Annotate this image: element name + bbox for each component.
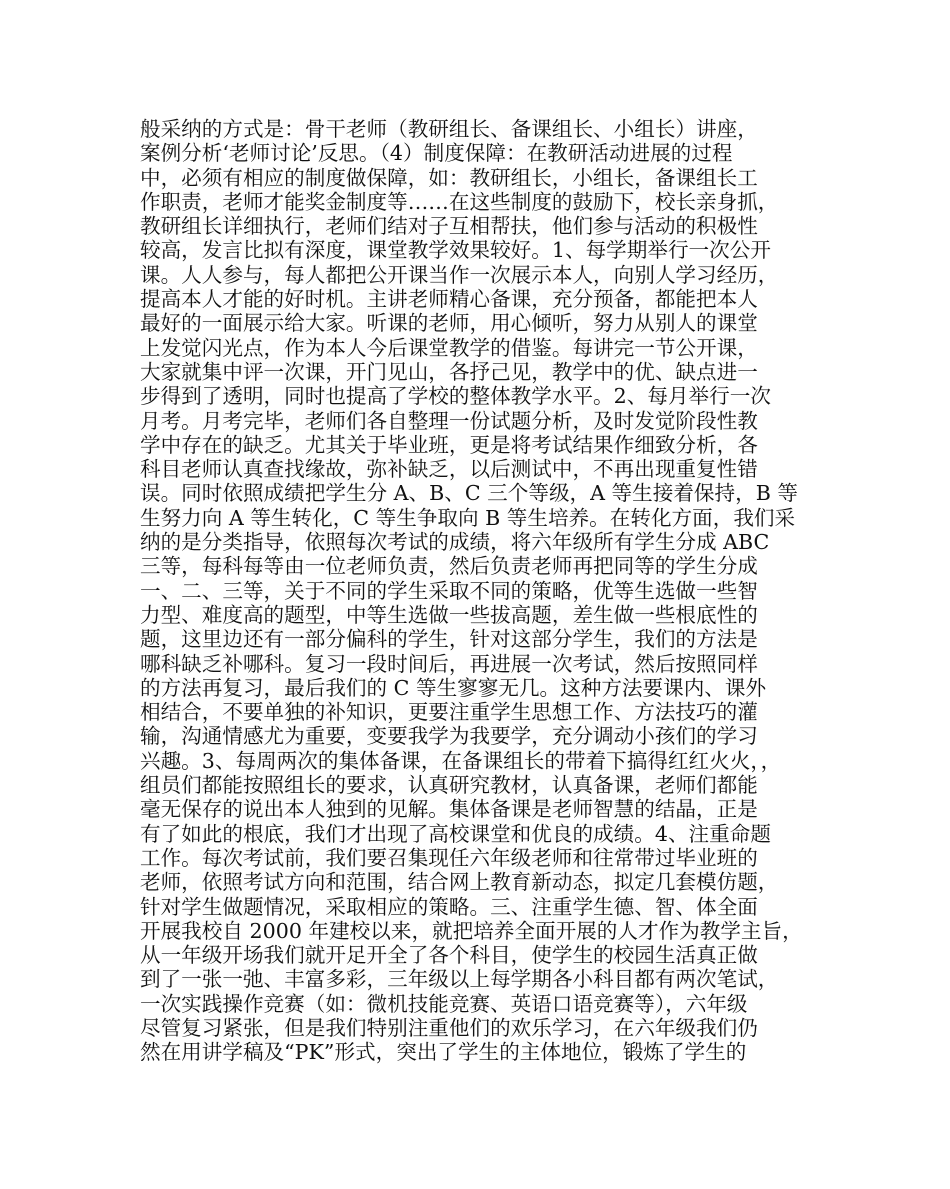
text-line: 学中存在的缺乏。尤其关于毕业班，更是将考试结果作细致分析，各	[140, 432, 758, 457]
text-line: 力型、难度高的题型，中等生选做一些拔高题，差生做一些根底性的	[140, 602, 758, 627]
text-line: 然在用讲学稿及“PK”形式，突出了学生的主体地位，锻炼了学生的	[140, 1040, 747, 1065]
text-line: 三等，每科每等由一位老师负责，然后负责老师再把同等的学生分成	[140, 554, 758, 579]
text-line: 科目老师认真查找缘故，弥补缺乏，以后测试中，不再出现重复性错	[140, 457, 758, 482]
text-line: 中，必须有相应的制度做保障，如：教研组长，小组长，备课组长工	[140, 165, 758, 190]
text-line: 课。人人参与，每人都把公开课当作一次展示本人，向别人学习经历，	[140, 262, 779, 287]
text-line: 从一年级开场我们就开足开全了各个科目，使学生的校园生活真正做	[140, 943, 758, 968]
text-line: 上发觉闪光点，作为本人今后课堂教学的借鉴。每讲完一节公开课，	[140, 335, 758, 360]
text-line: 步得到了透明，同时也提高了学校的整体教学水平。2、每月举行一次	[140, 384, 771, 409]
text-line: 纳的是分类指导，依照每次考试的成绩，将六年级所有学生分成 ABC	[140, 530, 770, 555]
text-line: 到了一张一弛、丰富多彩，三年级以上每学期各小科目都有两次笔试，	[140, 967, 779, 992]
text-line: 哪科缺乏补哪科。复习一段时间后，再进展一次考试，然后按照同样	[140, 651, 758, 676]
text-line: 有了如此的根底，我们才出现了高校课堂和优良的成绩。4、注重命题	[140, 821, 771, 846]
text-line: 案例分析‘老师讨论’反思。（4）制度保障：在教研活动进展的过程	[140, 141, 733, 166]
text-line: 一、二、三等，关于不同的学生采取不同的策略，优等生选做一些智	[140, 578, 758, 603]
text-line: 尽管复习紧张，但是我们特别注重他们的欢乐学习，在六年级我们仍	[140, 1015, 758, 1040]
text-line: 输，沟通情感尤为重要，变要我学为我要学，充分调动小孩们的学习	[140, 724, 758, 749]
text-line: 题，这里边还有一部分偏科的学生，针对这部分学生，我们的方法是	[140, 627, 758, 652]
text-line: 毫无保存的说出本人独到的见解。集体备课是老师智慧的结晶，正是	[140, 797, 758, 822]
text-line: 提高本人才能的好时机。主讲老师精心备课，充分预备，都能把本人	[140, 287, 758, 312]
text-line: 一次实践操作竞赛（如：微机技能竞赛、英语口语竞赛等），六年级	[140, 991, 748, 1016]
text-line: 针对学生做题情况，采取相应的策略。三、注重学生德、智、体全面	[140, 894, 758, 919]
text-line: 相结合，不要单独的补知识，更要注重学生思想工作、方法技巧的灌	[140, 700, 758, 725]
text-line: 教研组长详细执行，老师们结对子互相帮扶，他们参与活动的积极性	[140, 214, 758, 239]
text-line: 兴趣。3、每周两次的集体备课，在备课组长的带着下搞得红红火火，，	[140, 748, 782, 773]
text-line: 大家就集中评一次课，开门见山，各抒己见，教学中的优、缺点进一	[140, 359, 758, 384]
text-line: 较高，发言比拟有深度，课堂教学效果较好。1、每学期举行一次公开	[140, 238, 771, 263]
text-line: 老师，依照考试方向和范围，结合网上教育新动态，拟定几套模仿题，	[140, 870, 779, 895]
text-line: 月考。月考完毕，老师们各自整理一份试题分析，及时发觉阶段性教	[140, 408, 758, 433]
text-line: 生努力向 A 等生转化，C 等生争取向 B 等生培养。在转化方面，我们采	[140, 505, 796, 530]
text-line: 最好的一面展示给大家。听课的老师，用心倾听，努力从别人的课堂	[140, 311, 758, 336]
text-line: 误。同时依照成绩把学生分 A、B、C 三个等级，A 等生接着保持，B 等	[140, 481, 798, 506]
body-text	[140, 117, 830, 1065]
text-line: 开展我校自 2000 年建校以来，就把培养全面开展的人才作为教学主旨，	[140, 918, 803, 943]
text-line: 般采纳的方式是：骨干老师（教研组长、备课组长、小组长）讲座，	[140, 117, 758, 141]
text-line: 的方法再复习，最后我们的 C 等生寥寥无几。这种方法要课内、课外	[140, 675, 767, 700]
text-line: 作职责，老师才能奖金制度等……在这些制度的鼓励下，校长亲身抓，	[140, 189, 779, 214]
text-line: 工作。每次考试前，我们要召集现任六年级老师和往常带过毕业班的	[140, 845, 758, 870]
text-line: 组员们都能按照组长的要求，认真研究教材，认真备课，老师们都能	[140, 773, 758, 798]
